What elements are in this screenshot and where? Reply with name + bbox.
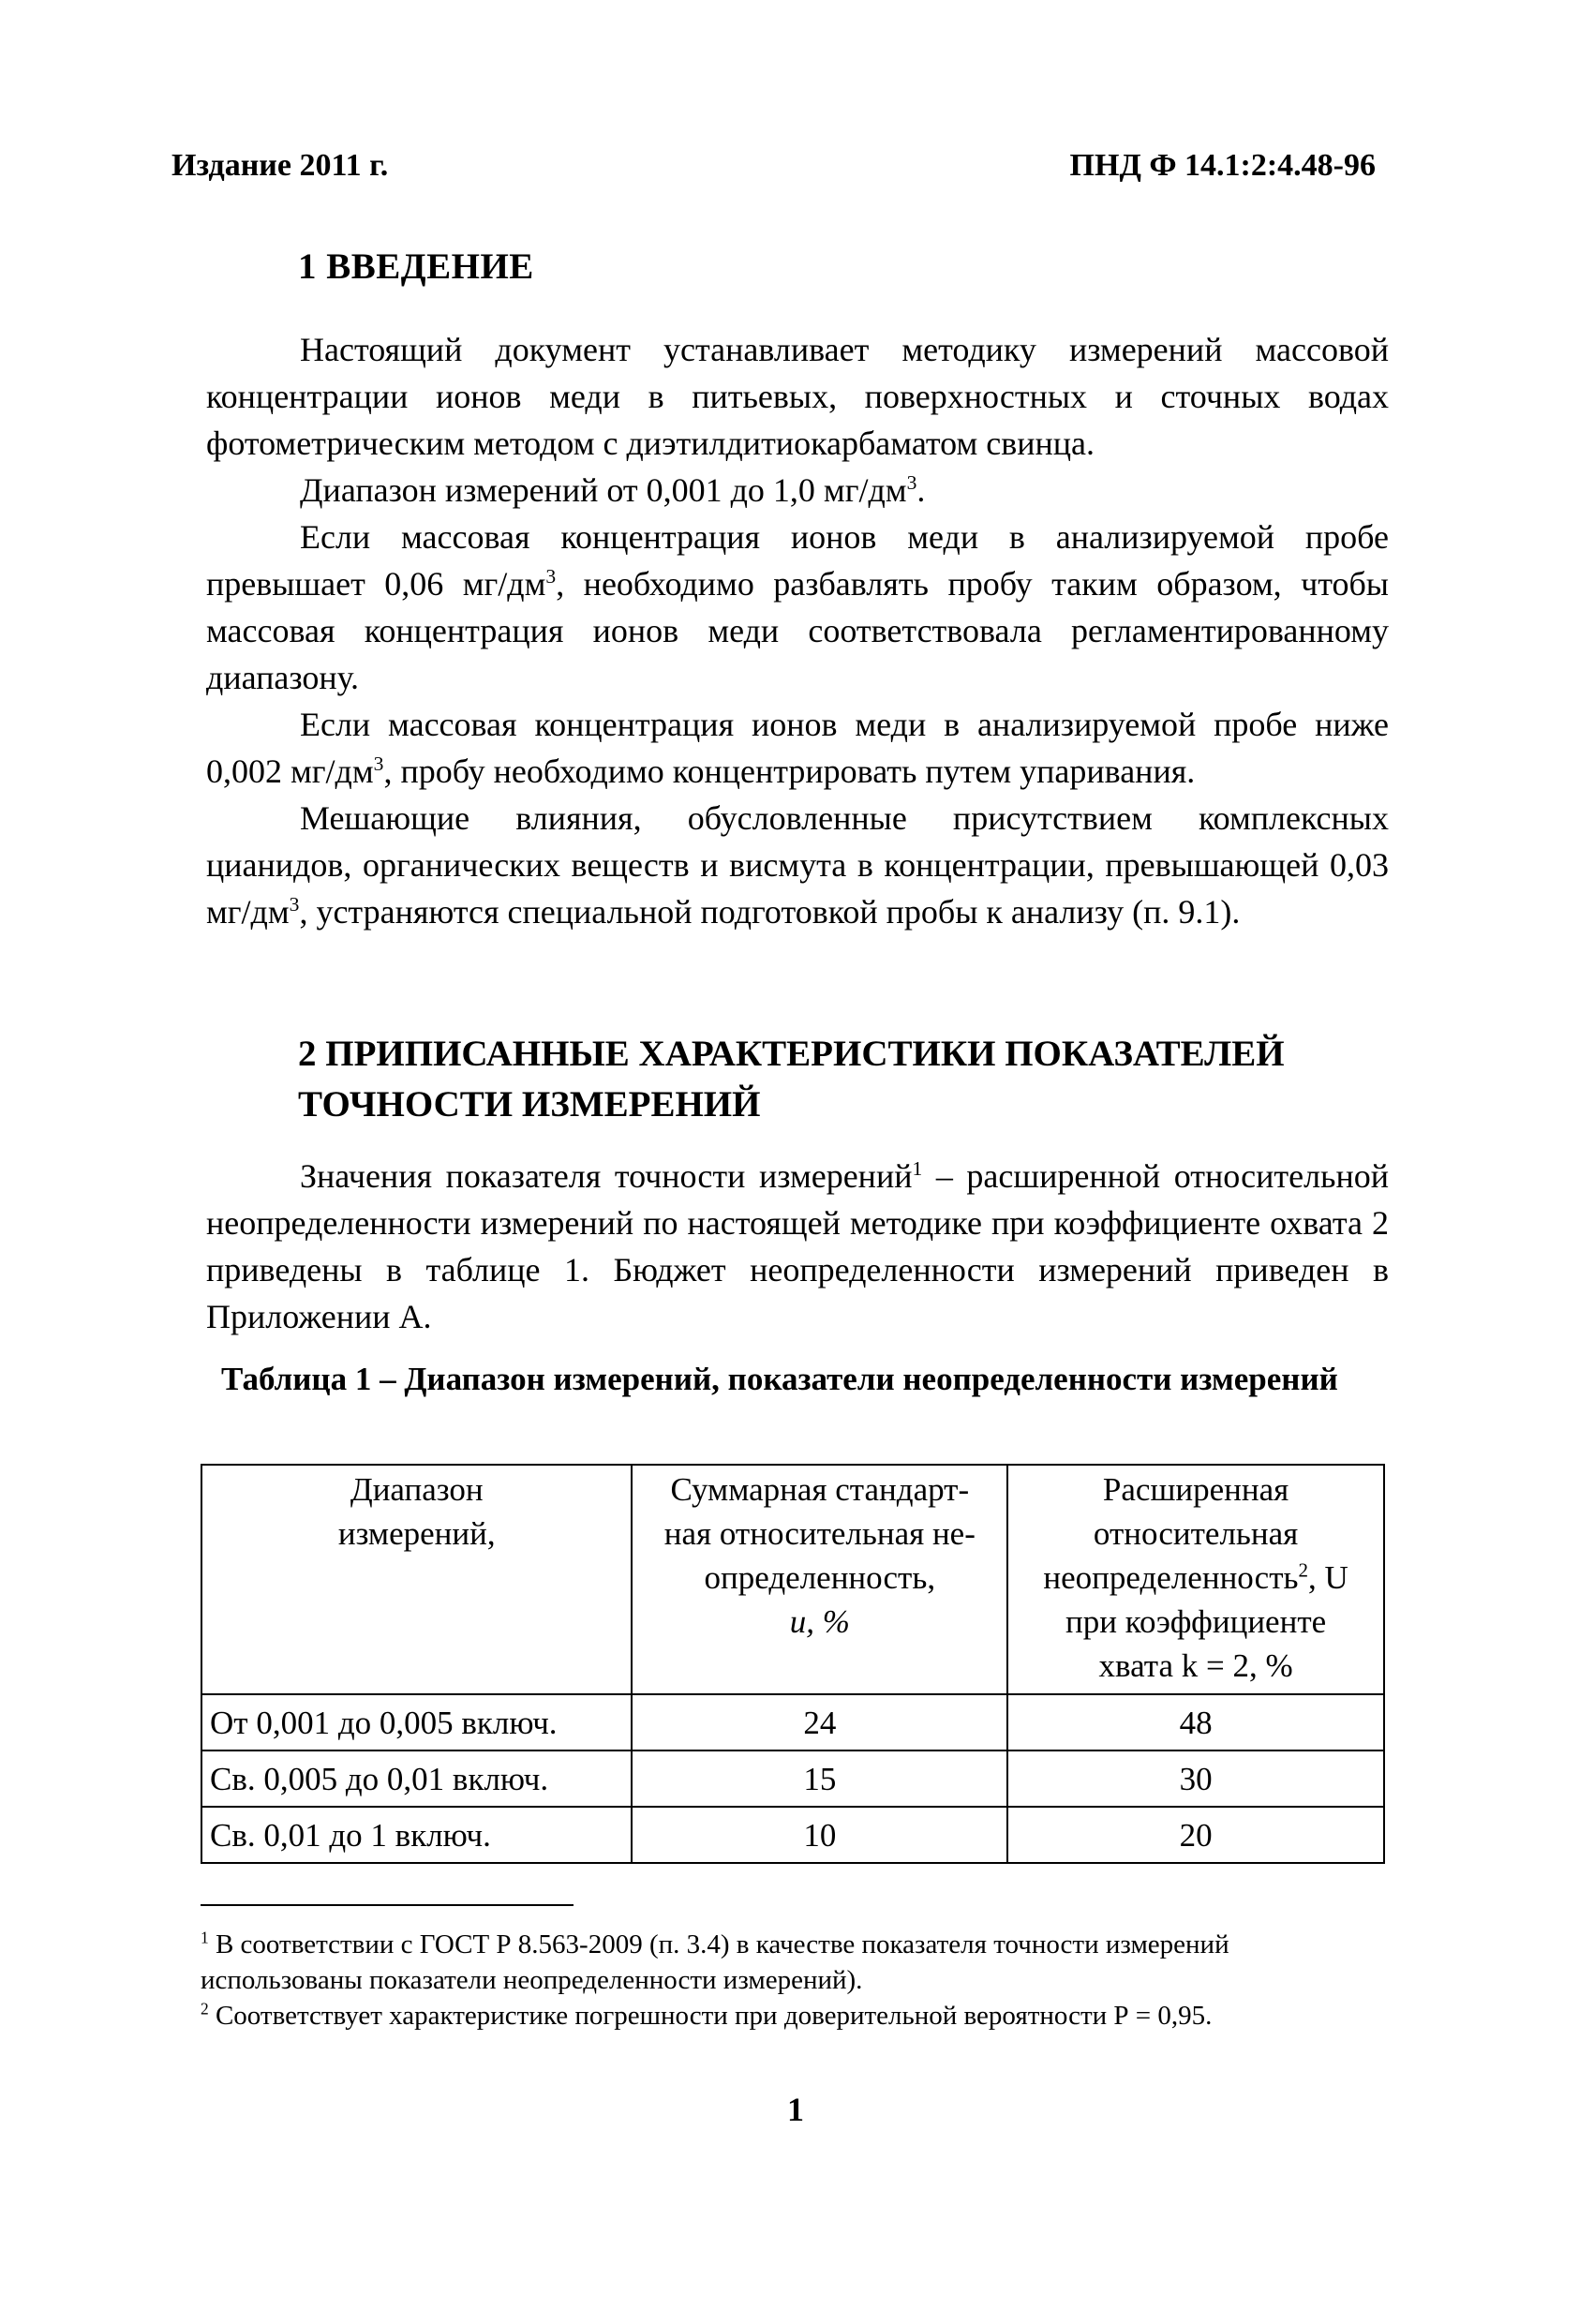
table-row (201, 1750, 1384, 1807)
header-range-line2: измерений, (337, 1515, 496, 1552)
cell-u: 24 (632, 1694, 1007, 1750)
superscript: 3 (906, 471, 917, 494)
footnote-1-text: В соответствии с ГОСТ Р 8.563-2009 (п. 3.4) в качестве показателя точности измерений использованы показатели неопределенности измерений). (201, 1929, 1229, 1995)
footnote-2 (201, 1998, 1386, 2034)
accuracy-text-a: Значения показателя точности измерений (300, 1157, 913, 1195)
table-1-caption: Таблица 1 – Диапазон измерений, показатели неопределенности измерений (221, 1361, 1338, 1397)
range-text-end: . (916, 471, 926, 509)
range-text: Диапазон измерений от 0,001 до 1,0 мг/дм (300, 471, 907, 509)
header-U-line5: хвата k = 2, % (1098, 1647, 1293, 1684)
table-header-row (201, 1465, 1384, 1694)
cell-U: 20 (1007, 1807, 1384, 1863)
footnote-2-mark: 2 (201, 1999, 209, 2019)
header-u-line3: определенность, (704, 1559, 936, 1596)
interference-text-b: , устраняются специальной подготовкой пробы к анализу (п. 9.1). (299, 893, 1241, 931)
header-U-line3 (1016, 1556, 1376, 1600)
interference-text-a: Мешающие влияния, обусловленные присутствием комплексных цианидов, органических веществ и висмута в концентрации, превышающей 0,03 мг/дм (206, 799, 1389, 931)
superscript: 3 (545, 565, 557, 588)
header-u-line2: ная относительная не- (663, 1515, 976, 1552)
interference-paragraph (206, 795, 1389, 935)
header-U-line1: Расширенная (1102, 1471, 1289, 1508)
cell-u: 15 (632, 1750, 1007, 1807)
dilution-text-a: Если массовая концентрация ионов меди в анализируемой пробе превышает 0,06 мг/дм (206, 518, 1389, 603)
footnote-ref-1: 1 (912, 1157, 923, 1180)
header-u-line4: u, % (789, 1603, 850, 1640)
header-range-line1: Диапазон (350, 1471, 484, 1508)
header-U-line4: при коэффициенте (1065, 1603, 1327, 1640)
table-row (201, 1807, 1384, 1863)
section-1-title: 1 ВВЕДЕНИЕ (298, 246, 534, 287)
section-2-title-line1: 2 ПРИПИСАННЫЕ ХАРАКТЕРИСТИКИ ПОКАЗАТЕЛЕЙ (298, 1034, 1285, 1074)
table-1 (201, 1464, 1385, 1864)
superscript: 3 (373, 752, 384, 775)
superscript: 3 (289, 893, 300, 916)
table-row (201, 1694, 1384, 1750)
footnote-separator (201, 1904, 574, 1906)
footnote-ref-2: 2 (1298, 1558, 1308, 1582)
concentration-paragraph (206, 701, 1389, 795)
footnote-1 (201, 1927, 1386, 1998)
cell-range: Св. 0,005 до 0,01 включ. (201, 1750, 632, 1807)
header-standard-uncertainty (632, 1465, 1007, 1694)
edition-label: Издание 2011 г. (171, 148, 389, 183)
cell-range: От 0,001 до 0,005 включ. (201, 1694, 632, 1750)
section-2-title-line2: ТОЧНОСТИ ИЗМЕРЕНИЙ (298, 1084, 761, 1125)
range-paragraph (206, 467, 1389, 514)
intro-paragraph: Настоящий документ устанавливает методику измерений массовой концентрации ионов меди в питьевых, поверхностных и сточных водах фотометрическим методом с диэтилдитиокарбаматом свинца. (206, 331, 1389, 462)
footnote-2-text: Соответствует характеристике погрешности при доверительной вероятности Р = 0,95. (208, 2001, 1213, 2031)
concentration-text-a: Если массовая концентрация ионов меди в анализируемой пробе ниже 0,002 мг/дм (206, 706, 1389, 790)
concentration-text-b: , пробу необходимо концентрировать путем упаривания. (383, 752, 1196, 790)
header-u-line1: Суммарная стандарт- (670, 1471, 970, 1508)
page-number: 1 (787, 2091, 804, 2128)
cell-U: 30 (1007, 1750, 1384, 1807)
cell-u: 10 (632, 1807, 1007, 1863)
header-U-line2: относительная (1093, 1515, 1299, 1552)
cell-U: 48 (1007, 1694, 1384, 1750)
header-U-symbol: , U (1307, 1559, 1348, 1596)
accuracy-paragraph (206, 1153, 1389, 1340)
footnote-1-mark: 1 (201, 1928, 209, 1947)
section-2-title (298, 1029, 1423, 1130)
cell-range: Св. 0,01 до 1 включ. (201, 1807, 632, 1863)
accuracy-text-b: – расширенной относительной неопределенности измерений по настоящей методике при коэффициенте охвата 2 приведены в таблице 1. Бюджет неопределенности измерений приведен в Приложении А. (206, 1157, 1389, 1335)
header-range (201, 1465, 632, 1694)
dilution-text-b: , необходимо разбавлять пробу таким образом, чтобы массовая концентрация ионов меди соответствовала регламентированному диапазону. (206, 565, 1389, 696)
header-U-line3-text: неопределенность (1043, 1559, 1299, 1596)
dilution-paragraph (206, 514, 1389, 701)
header-expanded-uncertainty (1007, 1465, 1384, 1694)
document-code: ПНД Ф 14.1:2:4.48-96 (1069, 148, 1376, 183)
